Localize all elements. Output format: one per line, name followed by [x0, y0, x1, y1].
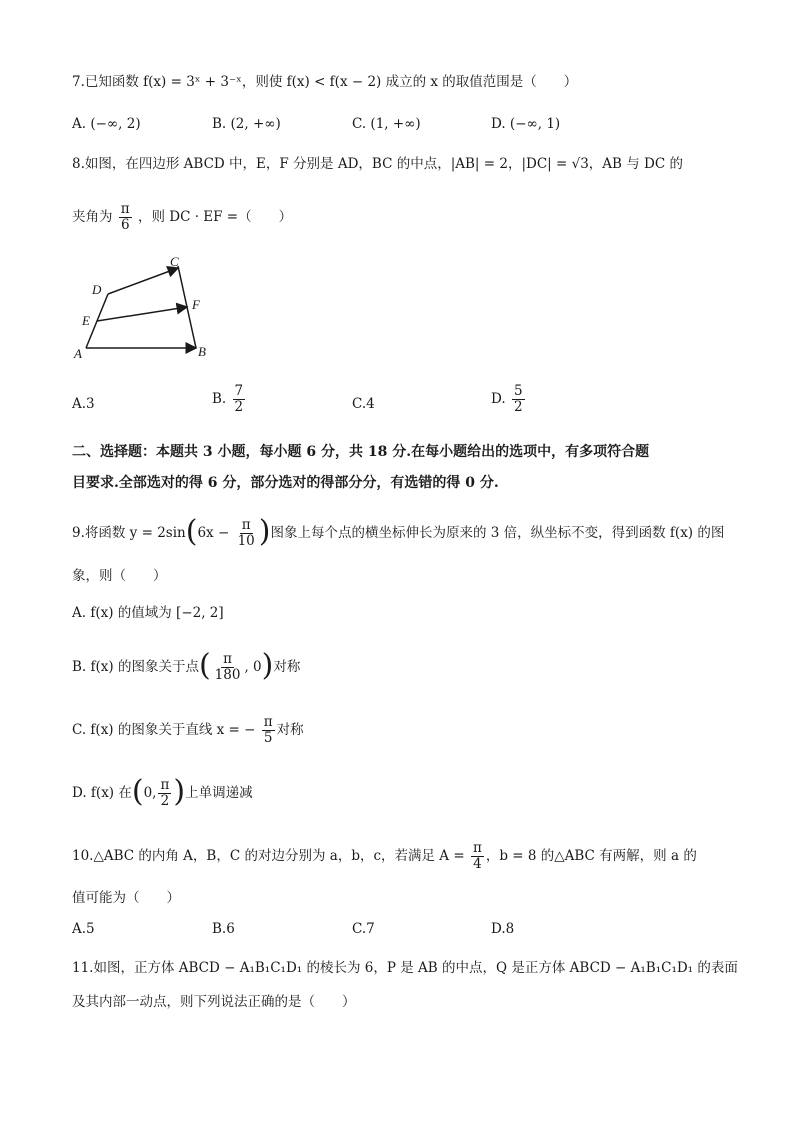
q9-option-c-den: 5: [263, 730, 273, 746]
q9-option-c-num: π: [263, 714, 273, 730]
q9-option-d-head: D. f(x) 在: [72, 785, 132, 801]
q10-stem-line2: 值可能为（ ）: [72, 890, 180, 906]
q8-option-b-den: 2: [234, 399, 244, 415]
label-f: F: [192, 297, 200, 312]
q9-stem-inner: 6x −: [197, 525, 230, 541]
q10-angle-den: 4: [473, 856, 482, 872]
q8-option-b-num: 7: [234, 383, 244, 399]
q9-phase-fraction: [236, 518, 257, 549]
q9-option-b-point-tail: , 0: [244, 659, 262, 675]
q9-option-b-tail: 对称: [273, 659, 301, 675]
q7-option-d: D. (−∞, 1): [491, 116, 561, 132]
q8-stem-line1: [72, 154, 683, 174]
label-c: C: [170, 254, 179, 269]
q7-stem: 7.已知函数 f(x) = 3ˣ + 3⁻ˣ，则使 f(x) < f(x − 2) 成立的 x 的取值范围是（ ）: [72, 74, 578, 90]
q10-angle-num: π: [472, 840, 482, 856]
q9-phase-den: 10: [237, 533, 255, 549]
q9-option-b-den: 180: [214, 667, 241, 683]
q9-option-d-tail: 上单调递减: [185, 785, 253, 801]
q8-angle-den: 6: [120, 217, 130, 233]
q8-option-d-label: D.: [491, 391, 506, 407]
vector-dc: [108, 268, 178, 294]
q9-stem-head: 9.将函数 y = 2sin: [72, 525, 186, 541]
q9-right-paren: ): [258, 513, 271, 549]
q9-option-b-lparen: (: [198, 647, 211, 683]
q8-stem-line2: [72, 202, 292, 233]
section2-heading-line1: 二、选择题：本题共 3 小题，每小题 6 分，共 18 分.在每小题给出的选项中，有多项符合题: [72, 444, 650, 460]
q10-stem-line1: [72, 841, 697, 872]
q9-option-b-fraction: [213, 652, 243, 683]
q8-stem-line2-tail: ，则 DC · EF =（ ）: [137, 209, 293, 225]
q9-stem-tail: 图象上每个点的横坐标伸长为原来的 3 倍，纵坐标不变，得到函数 f(x) 的图: [270, 525, 725, 541]
q9-option-d-num: π: [160, 777, 170, 793]
q8-option-d-fraction: [512, 384, 525, 415]
q8-option-b-fraction: [233, 384, 246, 415]
q9-option-a: A. f(x) 的值域为 [−2, 2]: [72, 605, 224, 621]
q9-option-b: [72, 647, 301, 683]
q9-phase-num: π: [241, 517, 251, 533]
vector-ef: [97, 307, 187, 321]
q8-stem-line2-head: 夹角为: [72, 209, 113, 225]
q8-option-d-num: 5: [513, 383, 523, 399]
q8-stem-part1: 8.如图，在四边形 ABCD 中，E，F 分别是 AD，BC 的中点，: [72, 156, 451, 172]
label-a: A: [74, 346, 82, 361]
q10-angle-fraction: [471, 841, 484, 872]
q10-option-a: A.5: [72, 921, 95, 937]
q9-left-paren: (: [185, 513, 198, 549]
q8-angle-num: π: [120, 201, 130, 217]
q10-option-d: D.8: [491, 921, 515, 937]
q8-option-d: [491, 384, 527, 415]
label-d: D: [92, 282, 102, 297]
q9-stem-line2: 象，则（ ）: [72, 568, 167, 584]
q8-quadrilateral-figure: [72, 252, 232, 364]
q9-option-d-rparen: ): [173, 773, 186, 809]
q10-stem-head: 10.△ABC 的内角 A，B，C 的对边分别为 a，b，c，若满足 A =: [72, 848, 465, 864]
q10-option-c: C.7: [352, 921, 375, 937]
q9-option-c: [72, 715, 304, 746]
q9-option-c-head: C. f(x) 的图象关于直线 x = −: [72, 722, 256, 738]
q9-stem-line1: [72, 513, 725, 549]
q8-option-b: [212, 384, 247, 415]
section2-heading-line2: 目要求.全部选对的得 6 分，部分选对的得部分分，有选错的得 0 分.: [72, 475, 499, 491]
q9-option-d: [72, 773, 253, 809]
q8-option-c: C.4: [352, 396, 375, 412]
q10-option-b: B.6: [212, 921, 235, 937]
q10-stem-tail: ，b = 8 的△ABC 有两解，则 a 的: [485, 848, 697, 864]
q9-option-c-tail: 对称: [276, 722, 304, 738]
q9-option-d-lparen: (: [131, 773, 144, 809]
q7-option-a: A. (−∞, 2): [72, 116, 141, 132]
label-b: B: [198, 344, 206, 359]
q7-option-b: B. (2, +∞): [212, 116, 281, 132]
q7-option-c: C. (1, +∞): [352, 116, 421, 132]
q9-option-b-head: B. f(x) 的图象关于点: [72, 659, 199, 675]
q9-option-b-num: π: [223, 651, 232, 667]
q8-option-b-label: B.: [212, 391, 227, 407]
q9-option-d-interval-start: 0,: [143, 785, 157, 801]
q8-stem-part2: |AB| = 2，|DC| = √3，AB 与 DC 的: [450, 156, 684, 172]
q11-stem-line1: 11.如图，正方体 ABCD − A₁B₁C₁D₁ 的棱长为 6，P 是 AB 的中点，Q 是正方体 ABCD − A₁B₁C₁D₁ 的表面: [72, 960, 738, 976]
q9-option-b-rparen: ): [261, 647, 274, 683]
q8-option-a: A.3: [72, 396, 95, 412]
q9-option-d-fraction: [158, 778, 171, 809]
q9-option-c-fraction: [262, 715, 275, 746]
q8-angle-fraction: [119, 202, 132, 233]
q11-stem-line2: 及其内部一动点，则下列说法正确的是（ ）: [72, 994, 356, 1010]
q9-option-d-den: 2: [160, 793, 170, 809]
label-e: E: [82, 313, 90, 328]
q8-option-d-den: 2: [513, 399, 523, 415]
